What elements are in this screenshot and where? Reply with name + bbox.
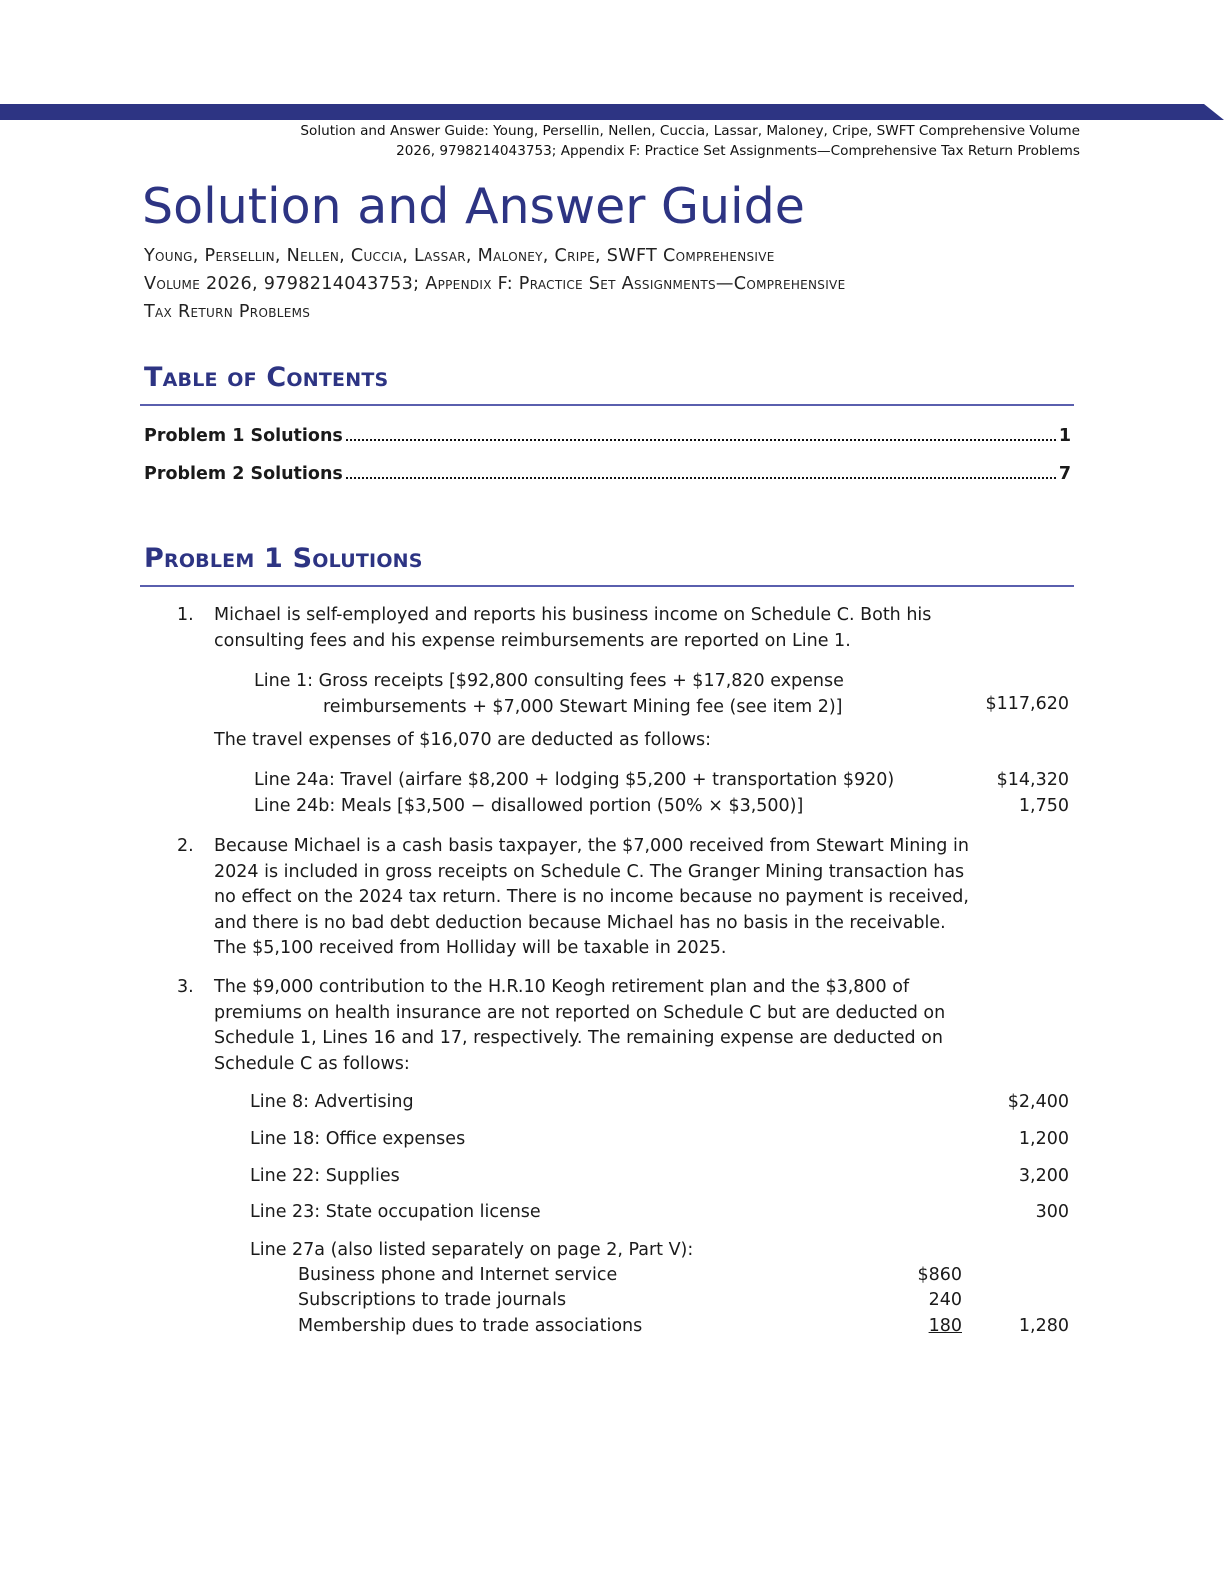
toc-entry-page: 1 <box>1058 426 1071 446</box>
sub-item-label: Business phone and Internet service <box>298 1265 618 1285</box>
line-24b-amount: 1,750 <box>1018 796 1069 816</box>
item-2-number: 2. <box>177 836 194 856</box>
sub-item-amount: 180 <box>928 1316 962 1336</box>
toc-rule <box>140 404 1074 406</box>
header-band <box>0 104 1224 120</box>
item-3-number: 3. <box>177 977 194 997</box>
toc-leader-dots <box>346 476 1056 479</box>
toc-entry-problem-1[interactable] <box>144 423 1071 449</box>
toc-leader-dots <box>346 438 1056 441</box>
item-2-text <box>214 834 1074 962</box>
line-18-label: Line 18: Office expenses <box>250 1129 466 1149</box>
section-heading: Problem 1 Solutions <box>144 543 423 574</box>
item-3-text <box>214 975 1074 1077</box>
sub-item-amount: 240 <box>928 1290 962 1310</box>
toc-heading: Table of Contents <box>144 362 389 393</box>
running-header <box>140 121 1080 161</box>
line-8-amount: $2,400 <box>1007 1092 1069 1112</box>
line-8-label: Line 8: Advertising <box>250 1092 414 1112</box>
header-band-notch <box>1204 104 1224 120</box>
item-2-line-3: no effect on the 2024 tax return. There is no income because no payment is received, <box>214 887 969 907</box>
travel-intro: The travel expenses of $16,070 are deducted as follows: <box>214 730 712 750</box>
item-3-line-2: premiums on health insurance are not reported on Schedule C but are deducted on <box>214 1002 946 1023</box>
toc-entry-label: Problem 1 Solutions <box>144 426 343 446</box>
line-23-label: Line 23: State occupation license <box>250 1202 541 1222</box>
item-3-line-4: Schedule C as follows: <box>214 1053 410 1074</box>
sub-item-amount: $860 <box>917 1265 962 1285</box>
line-23-amount: 300 <box>1035 1202 1069 1222</box>
running-header-line-1: Solution and Answer Guide: Young, Persellin, Nellen, Cuccia, Lassar, Maloney, Cripe, SWFT Comprehensive Volume <box>300 123 1080 139</box>
line-27a-label: Line 27a (also listed separately on page 2, Part V): <box>250 1240 694 1260</box>
item-3-line-1: The $9,000 contribution to the H.R.10 Keogh retirement plan and the $3,800 of <box>214 977 910 997</box>
toc-entry-problem-2[interactable] <box>144 461 1071 487</box>
item-1-text <box>214 603 1074 654</box>
toc-entry-page: 7 <box>1058 464 1071 484</box>
item-2-line-5: The $5,100 received from Holliday will be taxable in 2025. <box>214 938 727 958</box>
line-24a-amount: $14,320 <box>996 770 1069 790</box>
sub-item-label: Membership dues to trade associations <box>298 1316 643 1336</box>
toc-entry-label: Problem 2 Solutions <box>144 464 343 484</box>
line-27a-total: 1,280 <box>1018 1316 1069 1336</box>
line-1-label <box>254 669 844 720</box>
item-1-number: 1. <box>177 605 194 625</box>
line-22-label: Line 22: Supplies <box>250 1166 400 1186</box>
section-rule <box>140 585 1074 587</box>
item-2-line-4: and there is no bad debt deduction because Michael has no basis in the receivable. <box>214 912 946 933</box>
item-1-line-2: consulting fees and his expense reimbursements are reported on Line 1. <box>214 630 851 651</box>
line-1-label-a: Line 1: Gross receipts [$92,800 consulting fees + $17,820 expense <box>254 671 844 691</box>
page-title: Solution and Answer Guide <box>142 178 805 235</box>
running-header-line-2: 2026, 9798214043753; Appendix F: Practice Set Assignments—Comprehensive Tax Return Problems <box>396 143 1080 159</box>
item-1-line-1: Michael is self-employed and reports his business income on Schedule C. Both his <box>214 605 932 625</box>
subtitle-line-1: Young, Persellin, Nellen, Cuccia, Lassar, Maloney, Cripe, SWFT Comprehensive <box>144 246 775 266</box>
line-1-label-b: reimbursements + $7,000 Stewart Mining fee (see item 2)] <box>323 696 843 717</box>
line-18-amount: 1,200 <box>1018 1129 1069 1149</box>
item-2-line-2: 2024 is included in gross receipts on Schedule C. The Granger Mining transaction has <box>214 861 965 882</box>
line-24b-label: Line 24b: Meals [$3,500 − disallowed portion (50% × $3,500)] <box>254 796 804 816</box>
line-22-amount: 3,200 <box>1018 1166 1069 1186</box>
item-3-line-3: Schedule 1, Lines 16 and 17, respectively. The remaining expense are deducted on <box>214 1028 943 1048</box>
subtitle-line-3: Tax Return Problems <box>144 302 311 322</box>
sub-item-label: Subscriptions to trade journals <box>298 1290 567 1310</box>
line-1-amount: $117,620 <box>985 694 1069 714</box>
line-24a-label: Line 24a: Travel (airfare $8,200 + lodging $5,200 + transportation $920) <box>254 770 895 790</box>
page-subtitle <box>144 242 1089 326</box>
subtitle-line-2: Volume 2026, 9798214043753; Appendix F: Practice Set Assignments—Comprehensive <box>144 274 846 294</box>
item-2-line-1: Because Michael is a cash basis taxpayer, the $7,000 received from Stewart Mining in <box>214 836 969 856</box>
